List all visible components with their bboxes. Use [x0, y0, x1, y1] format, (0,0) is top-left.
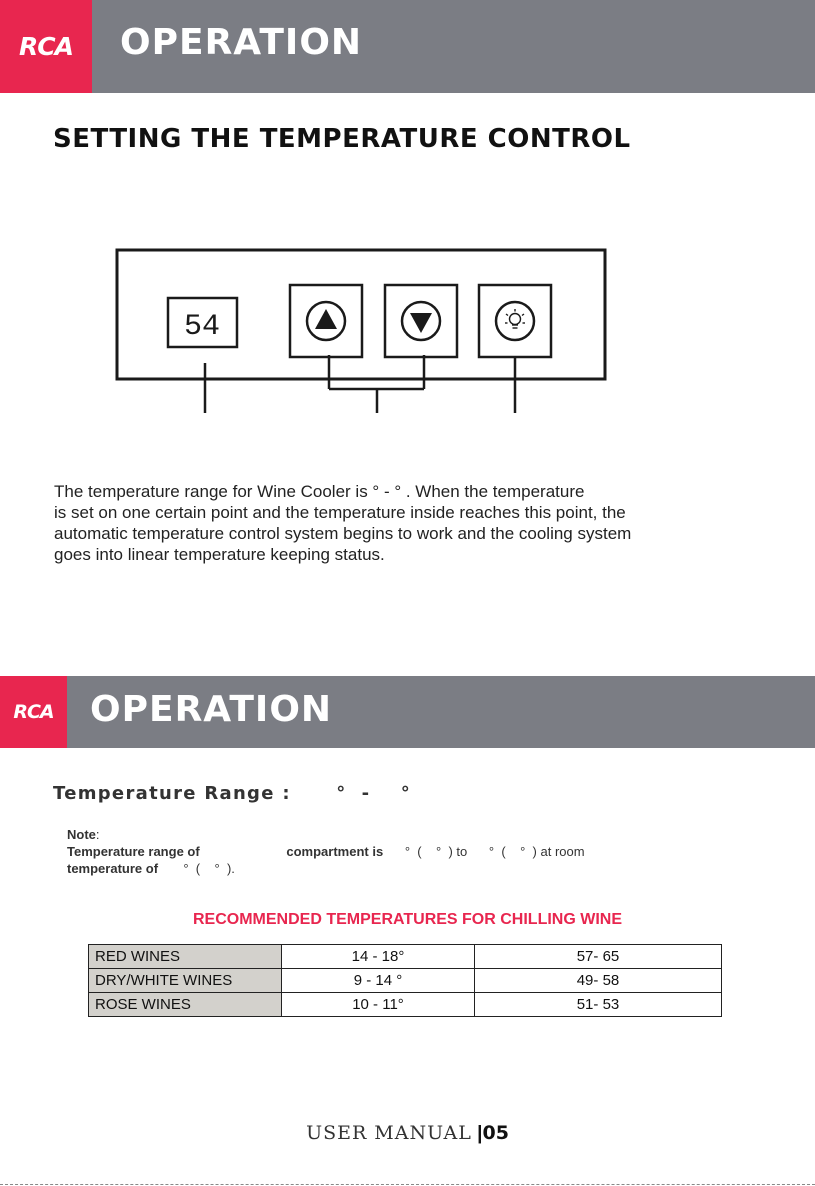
fahrenheit-cell: 51- 53: [475, 993, 722, 1017]
description-paragraph: [54, 481, 724, 565]
callout-lines: [205, 355, 515, 413]
table-row: [89, 993, 722, 1017]
rca-logo: [0, 676, 67, 748]
page-edge-divider: [0, 1184, 815, 1185]
note-block: [67, 826, 585, 877]
note-line-1: [67, 843, 585, 860]
note-bold-a: Temperature range of: [67, 844, 200, 859]
light-button[interactable]: [479, 285, 551, 357]
wine-type-cell: DRY/WHITE WINES: [89, 969, 282, 993]
rca-logo: [0, 0, 92, 93]
page-number: 05: [482, 1122, 509, 1144]
wine-type-cell: ROSE WINES: [89, 993, 282, 1017]
description-line: The temperature range for Wine Cooler is ° - ° . When the temperature: [54, 482, 585, 501]
logo-text: RCA: [19, 32, 73, 61]
footer-separator: |: [477, 1123, 483, 1144]
fahrenheit-cell: 57- 65: [475, 945, 722, 969]
note-label: Note: [67, 827, 96, 842]
page-footer: [0, 1122, 815, 1145]
description-line: automatic temperature control system begins to work and the cooling system: [54, 524, 632, 543]
description-line: goes into linear temperature keeping status.: [54, 545, 385, 564]
up-button[interactable]: [290, 285, 362, 357]
note-rest-1: ° ( ° ) to ° ( ° ) at room: [404, 844, 585, 859]
down-button[interactable]: [385, 285, 457, 357]
note-rest-2: ° ( ° ).: [183, 861, 235, 876]
page-title: OPERATION: [120, 22, 363, 63]
note-bold-b: compartment is: [286, 844, 384, 859]
logo-text: RCA: [13, 701, 54, 723]
note-line-2: [67, 860, 585, 877]
control-panel-diagram: [110, 243, 610, 418]
recommended-temps-title: RECOMMENDED TEMPERATURES FOR CHILLING WINE: [192, 911, 623, 928]
header-band-bottom: [0, 676, 815, 748]
section-heading: SETTING THE TEMPERATURE CONTROL: [53, 124, 631, 154]
description-line: is set on one certain point and the temperature inside reaches this point, the: [54, 503, 626, 522]
temperature-display: [168, 298, 237, 347]
temperature-range-value: ° - °: [298, 783, 412, 804]
wine-temperature-table: [88, 944, 722, 1017]
header-band-top: [0, 0, 815, 93]
note-colon: :: [95, 827, 100, 842]
celsius-cell: 14 - 18°: [282, 945, 475, 969]
table-row: [89, 945, 722, 969]
note-label-line: [67, 826, 585, 843]
table-row: [89, 969, 722, 993]
page-title: OPERATION: [90, 689, 333, 730]
fahrenheit-cell: 49- 58: [475, 969, 722, 993]
note-bold-c: temperature of: [67, 861, 159, 876]
temperature-range-heading: [53, 783, 411, 804]
celsius-cell: 10 - 11°: [282, 993, 475, 1017]
temperature-range-label: Temperature Range :: [53, 783, 291, 804]
celsius-cell: 9 - 14 °: [282, 969, 475, 993]
footer-label: USER MANUAL: [306, 1122, 472, 1144]
display-value: 54: [183, 310, 221, 344]
wine-type-cell: RED WINES: [89, 945, 282, 969]
